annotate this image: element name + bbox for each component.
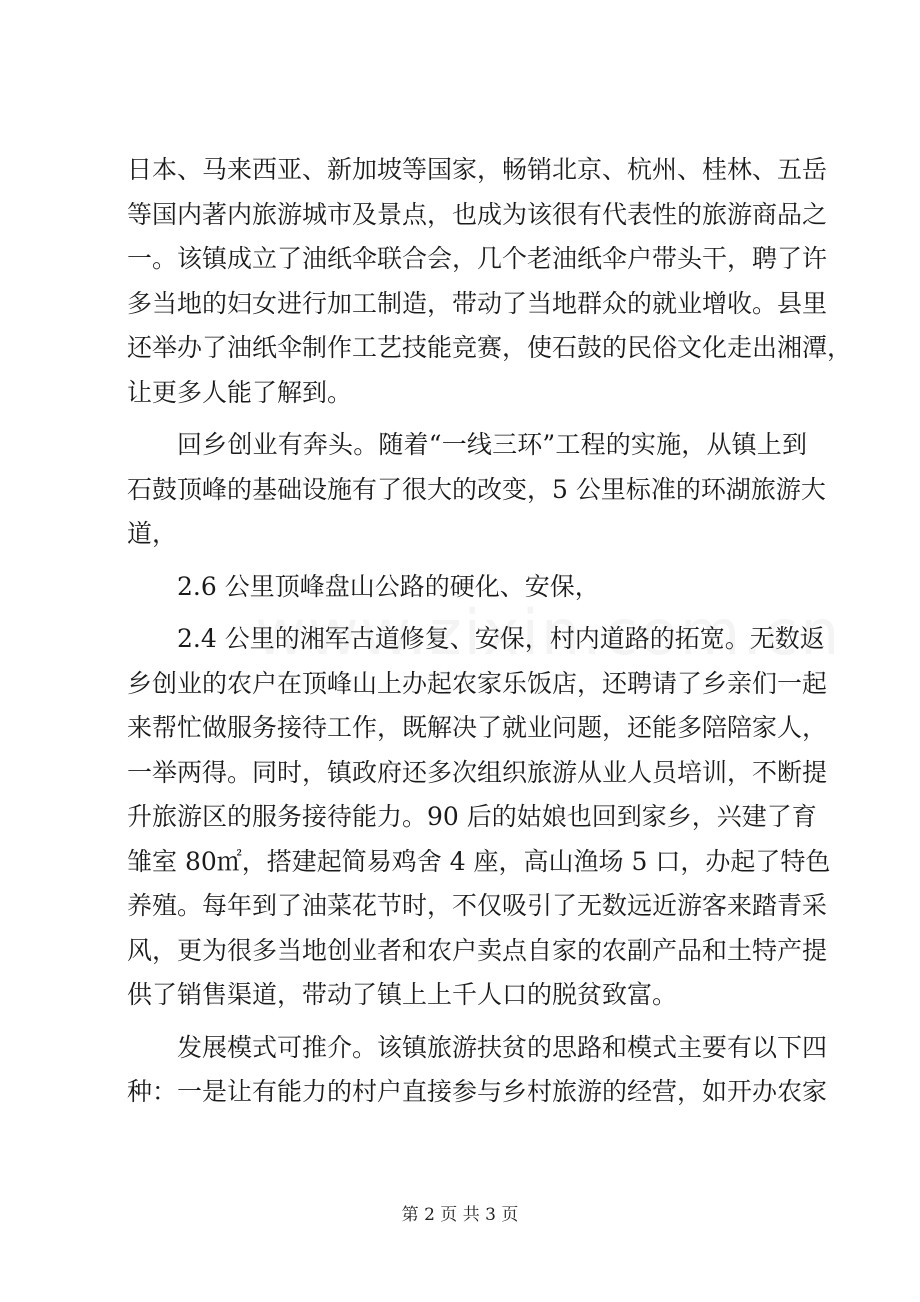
text-line: 还举办了油纸伞制作工艺技能竞赛，使石鼓的民俗文化走出湘潭， [127,333,853,362]
text-line: 道， [127,519,178,548]
text-line: 等国内著内旅游城市及景点，也成为该很有代表性的旅游商品之 [127,199,828,229]
text-line: 风，更为很多当地创业者和农户卖点自家的农副产品和土特产提 [127,935,828,965]
text-line: 雏室 80㎡，搭建起简易鸡舍 4 座，高山渔场 5 口，办起了特色 [127,846,831,876]
text-line: 2.6 公里顶峰盘山公路的硬化、安保， [177,571,600,601]
document-body [127,148,853,1115]
text-line: 让更多人能了解到。 [127,377,353,407]
paragraph-2 [127,423,826,557]
text-line: 日本、马来西亚、新加坡等国家，畅销北京、杭州、桂林、五岳 [127,155,828,184]
text-line: 一举两得。同时，镇政府还多次组织旅游从业人员培训，不断提 [127,757,828,787]
text-line: 石鼓顶峰的基础设施有了很大的改变，5 公里标准的环湖旅游大 [127,474,826,504]
text-line: 种：一是让有能力的村户直接参与乡村旅游的经营，如开办农家 [127,1077,828,1106]
text-line: 发展模式可推介。该镇旅游扶贫的思路和模式主要有以下四 [177,1032,828,1062]
paragraph-5 [127,1026,828,1115]
paragraph-1 [127,148,853,415]
text-line: 一。该镇成立了油纸伞联合会，几个老油纸伞户带头干，聘了许 [127,244,828,273]
page-footer: 第 2 页 共 3 页 [401,1205,519,1225]
text-line: 来帮忙做服务接待工作，既解决了就业问题，还能多陪陪家人， [127,713,828,742]
text-line: 乡创业的农户在顶峰山上办起农家乐饭店，还聘请了乡亲们一起 [127,668,828,698]
text-line: 养殖。每年到了油菜花节时，不仅吸引了无数远近游客来踏青采 [127,891,828,920]
text-line: 升旅游区的服务接待能力。90 后的姑娘也回到家乡，兴建了育 [127,802,817,831]
text-line: 供了销售渠道，带动了镇上上千人口的脱贫致富。 [127,980,678,1009]
text-line: 多当地的妇女进行加工制造，带动了当地群众的就业增收。县里 [127,288,828,318]
text-line: 回乡创业有奔头。随着“一线三环”工程的实施，从镇上到 [177,430,807,459]
paragraph-3 [127,565,807,610]
paragraph-4 [127,617,831,1018]
text-line: 2.4 公里的湘军古道修复、安保，村内道路的拓宽。无数返 [177,624,825,653]
